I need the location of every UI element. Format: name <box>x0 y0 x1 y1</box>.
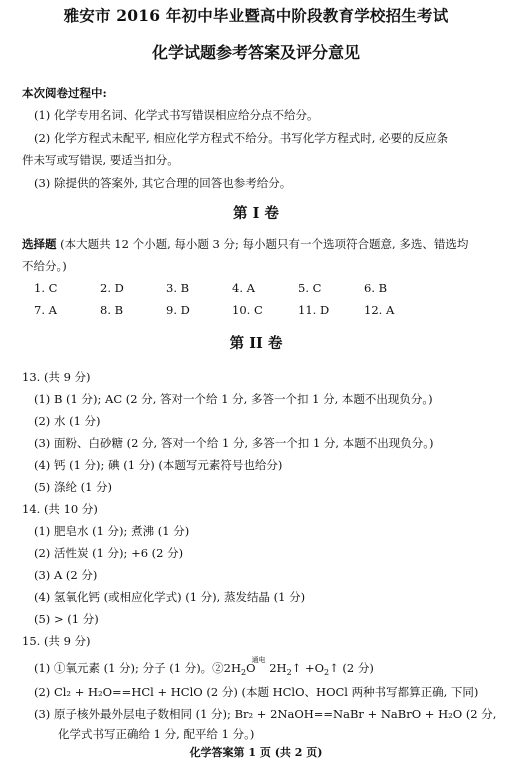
q13-item-1: (1) B (1 分); AC (2 分, 答对一个给 1 分, 多答一个扣 1 分, 本题不出现负分。) <box>34 392 433 406</box>
subscript: 2 <box>241 668 247 677</box>
q15-item-1-text: (1) ①氧元素 (1 分); 分子 (1 分)。②2H <box>34 661 242 675</box>
section-1-instruction-continued: 不给分。) <box>22 259 67 273</box>
exam-title: 雅安市 2016 年初中毕业暨高中阶段教育学校招生考试 <box>63 6 449 25</box>
answer-item: 11. D <box>298 303 330 317</box>
subscript: 2 <box>324 668 330 677</box>
answers-row-2 <box>34 303 430 317</box>
q13-item-3: (3) 面粉、白砂糖 (2 分, 答对一个给 1 分, 多答一个扣 1 分, 本题不出现负分。) <box>34 436 434 450</box>
subscript: 2 <box>286 668 292 677</box>
q15-header: 15. (共 9 分) <box>22 634 91 648</box>
answer-item: 9. D <box>166 303 190 317</box>
answer-item: 10. C <box>232 303 263 317</box>
section-1-title: 第 I 卷 <box>233 205 279 222</box>
page-footer: 化学答案第 1 页 (共 2 页) <box>189 746 323 759</box>
q15-item-1 <box>34 656 374 677</box>
q14-item-2: (2) 活性炭 (1 分); +6 (2 分) <box>34 546 184 560</box>
note-item-2-continued: 件未写或写错误, 要适当扣分。 <box>22 153 179 167</box>
q15-item-1-text: O <box>246 661 256 675</box>
note-item-2: (2) 化学方程式未配平, 相应化学方程式不给分。书写化学方程式时, 必要的反应条 <box>34 131 449 145</box>
q15-item-1-text: ↑ (2 分) <box>329 661 374 675</box>
answer-item: 7. A <box>34 303 57 317</box>
q13-header: 13. (共 9 分) <box>22 370 91 384</box>
instruction-text: (本大题共 12 个小题, 每小题 3 分; 每小题只有一个选项符合题意, 多选、错选均 <box>56 237 469 251</box>
document-subtitle: 化学试题参考答案及评分意见 <box>151 43 360 62</box>
answer-item: 12. A <box>364 303 395 317</box>
q14-item-5: (5) > (1 分) <box>34 612 99 626</box>
section-2-title: 第 II 卷 <box>229 335 283 352</box>
instruction-label: 选择题 <box>22 237 57 251</box>
q13-item-2: (2) 水 (1 分) <box>34 414 101 428</box>
q15-item-1-text: ↑ +O <box>291 661 325 675</box>
q14-item-3: (3) A (2 分) <box>34 568 98 582</box>
q15-item-1-text: 2H <box>265 661 287 675</box>
notes-heading: 本次阅卷过程中: <box>22 86 107 100</box>
answer-item: 6. B <box>364 281 388 295</box>
section-1-instruction <box>22 236 468 252</box>
q15-item-2: (2) Cl₂ + H₂O==HCl + HClO (2 分) (本题 HClO、HOCl 两种书写都算正确, 下同) <box>34 685 479 699</box>
note-item-1: (1) 化学专用名词、化学式书写错误相应给分点不给分。 <box>34 108 319 122</box>
answer-item: 8. B <box>100 303 124 317</box>
q14-item-1: (1) 肥皂水 (1 分); 煮沸 (1 分) <box>34 524 190 538</box>
q14-item-4: (4) 氢氧化钙 (或相应化学式) (1 分), 蒸发结晶 (1 分) <box>34 590 306 604</box>
q15-item-3: (3) 原子核外最外层电子数相同 (1 分); Br₂ + 2NaOH==NaBr + NaBrO + H₂O (2 分, <box>34 707 497 721</box>
answer-item: 4. A <box>232 281 255 295</box>
answer-item: 1. C <box>34 281 58 295</box>
q13-item-4: (4) 钙 (1 分); 碘 (1 分) (本题写元素符号也给分) <box>34 458 283 472</box>
q15-item-3-continued: 化学式书写正确给 1 分, 配平给 1 分。) <box>58 727 255 741</box>
answer-item: 5. C <box>298 281 322 295</box>
reaction-condition: 通电 <box>251 656 266 664</box>
answer-item: 2. D <box>100 281 124 295</box>
answer-item: 3. B <box>166 281 190 295</box>
q13-item-5: (5) 涤纶 (1 分) <box>34 480 113 494</box>
answers-row-1 <box>34 281 430 295</box>
note-item-3: (3) 除提供的答案外, 其它合理的回答也参考给分。 <box>34 176 292 190</box>
q14-header: 14. (共 10 分) <box>22 502 98 516</box>
